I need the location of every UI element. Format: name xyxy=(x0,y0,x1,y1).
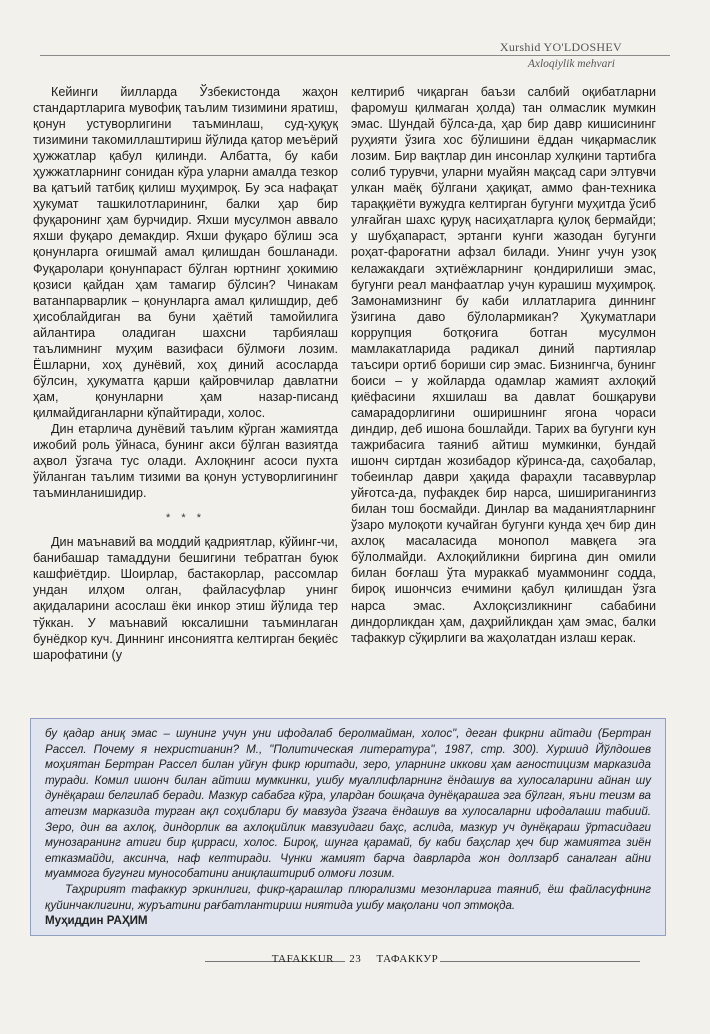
page-header xyxy=(0,38,710,78)
note-paragraph: бу қадар аниқ эмас – шунинг учун уни ифодалаб беролмайман, холос", деган фикрни айтади (Бертран Рассел. Почему я нехристианин? М., "Политическая литература", 1987, стр. 300). Хуршид Йўлдошев моҳиятан Бертран Рассел билан уйғун фикр юритади, зеро, уларнинг иккови ҳам агностицизм марказида туради. Комил ишонч билан айтиш мумкинки, ушбу муаллифларнинг ёндашув ва хулосаларини айнан шу дунёқараш белгилаб беради. Мазкур сабабга кўра, улардан бошқача дунёқарашга эга бўлган, яъни теизм ва атеизм марказида турган ақл соҳиблари бу мавзуда ўзгача ёндашув ва хулосаларни ифодалаши табиий. Зеро, дин ва ахлоқ, диндорлик ва ахлоқийлик мавзуидаги баҳс, аслида, мазкур уч дунёқараш ўртасидаги мунозаранинг атиги бир қирраси, холос. Бироқ, шунга қарамай, бу каби баҳслар ҳеч бир жамиятга зиён етказмайди, аксинча, наф келтиради. Чунки жамият барча даврларда жон доллзарб саналган айни муаммога бугунги мунособатини аниқлаштириб олмоғи лозим. xyxy=(45,727,651,881)
footer-journal-latin: TAFAKKUR xyxy=(271,953,334,965)
right-column xyxy=(351,84,656,708)
header-divider xyxy=(40,55,670,56)
footer-text xyxy=(0,953,710,965)
article-body xyxy=(33,84,683,708)
note-author: Муҳиддин РАҲИМ xyxy=(45,914,148,928)
section-separator: * * * xyxy=(166,512,205,525)
header-author: Xurshid YO'LDOSHEV xyxy=(499,40,622,54)
paragraph: келтириб чиқарган баъзи салбий оқибатларни фаромуш қилмаган ҳолда) тан олмаслик мумкин эмас. Шундай бўлса-да, ҳар бир давр кишисининг руҳияти ўзига хос бўлишини ёддан чиқармаслик лозим. Бир вақтлар дин инсонлар хулқини тартибга солиб турувчи, уларни муайян мақсад сари элтувчи улкан маёқ бўлгани ҳақиқат, аммо фан-техника тараққиёти вужудга келтирган бугунги муҳитда ўсиб улғайган шахс қуруқ насиҳатларга қулоқ бермайди; у шубҳапараст, эртанги кунги жазодан бугунги роҳат-фароғатни афзал билади. Унинг учун узоқ келажакдаги эҳтиёжларнинг қондирилиши эмас, бугунги реал манфаатлар учун курашиш муҳимроқ. Замонамизнинг бу каби иллатларига диннинг ўзигина даво бўлолармикан? Ҳукуматлари коррупция ботқоғига ботган мусулмон мамлакатларида радикал диний партиялар таъсири ортиб бориши сир эмас. Бизнингча, бунинг боиси – у жойларда одамлар жамият ахлоқий қиёфасини яхшилаш ва давлат бошқаруви самарадорлигини оширишнинг ягона чораси диндир, деб ишона бошлайди. Тарих ва бугунги кун тажрибасига таяниб айтиш мумкинки, бундай ишонч сиртдан жозибадор кўринса-да, саҳобалар, тобеинлар даври ҳақида фараҳли тасаввурлар уйғотса-да, пуфакдек бир нарса, шишириганингиз билан тош босмайди. Динлар ва маданиятларнинг ўзаро мулоқоти кучайган бугунги кунда ҳеч бир дин ахлоқ масаласида монопол мавқега эга бўлолмайди. Ахлоқийликни биргина дин омили билан боғлаш ўта мураккаб муаммонинг содда, бироқ ишончсиз ечимини қабул қилишдан ўзга нарса эмас. Ахлоқсизликнинг сабабини диндорликдан ҳам, даҳрийликдан ҳам эмас, балки тафаккур сўқирлиги ва жаҳолатдан излаш керак. xyxy=(351,85,656,645)
header-section-title: Axloqiylik mehvari xyxy=(527,58,615,70)
footer-journal-cyrillic: ТАФАККУР xyxy=(376,953,439,965)
paragraph: Кейинги йилларда Ўзбекистонда жаҳон стандартларига мувофиқ таълим тизимини яратиш, қонун устуворлигини таъминлаш, суд-ҳуқуқ тизимини такомиллаштириш йўлида қатор меъёрий ҳужжатлар қабул қилинди. Албатта, бу каби ҳужжатларнинг сонидан кўра уларни амалда тезкор ва қатъий татбиқ қилиш муҳимроқ. Бу эса нафақат ҳукумат ташкилотларининг, балки ҳар бир фуқаронинг ҳам бурчидир. Яхши мусулмон аввало яхши фуқаро демакдир. Яхши фуқаро бўлиш эса қонунларга оғишмай амал қилишдан бошланади. Фуқаролари қонунпараст бўлган юртнинг ҳокимию қозиси қайдан ҳам тамагир бўлсин? Чинакам ватанпарварлик – қонунларга амал қилишдир, деб ҳисоблайдиган ва буни ҳаётий тамойилига айлантира оладиган шахсни тарбиялаш таълимнинг муҳим вазифаси бўлмоғи лозим. Ёшларни, хоҳ дунёвий, хоҳ диний асосларда бўлсин, ҳукуматга қарши қайровчилар давлатни ҳам, қонунларни ҳам назар-писанд қилмайдиганларни кўпайтиради, холос. xyxy=(33,85,338,420)
editorial-note-box xyxy=(30,718,666,936)
page-footer xyxy=(0,952,710,972)
paragraph: Дин етарлича дунёвий таълим кўрган жамиятда ижобий роль ўйнаса, бунинг акси бўлган вазиятда аҳвол ўзгача тус олади. Ахлоқнинг асоси пухта ўйланган таълим тизими ва қонун устуворлигининг таъминланишидир. xyxy=(33,421,338,501)
page-number: 23 xyxy=(349,953,362,965)
note-paragraph: Таҳририят тафаккур эркинлиги, фикр-қарашлар плюрализми мезонларига таяниб, ёш файласуфнинг қуйинчаклигини, журъатини рағбатлантириш ниятида ушбу мақолани чоп этмоқда. xyxy=(45,882,651,912)
left-column xyxy=(33,84,338,708)
paragraph: Дин маънавий ва моддий қадриятлар, кўйинг-чи, банибашар тамаддуни бешигини тебратган буюк кашфиётдир. Шоирлар, бастакорлар, рассомлар ундан илҳом олган, файласуфлар унинг ақидаларини асослаш ёки инкор этиш йўлида тер тўккан. У маънавий юксалишни таъминлаган бунёдкор куч. Диннинг инсониятга келтирган беқиёс шарофатини (у xyxy=(33,535,338,662)
